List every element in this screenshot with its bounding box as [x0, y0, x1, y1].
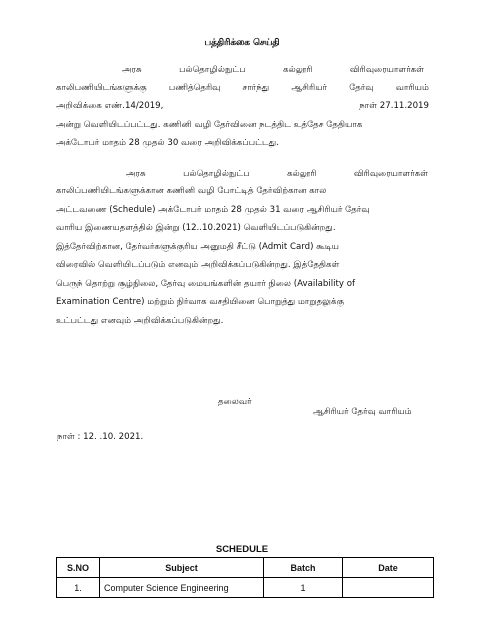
word: பணித்தெரிவு [168, 83, 221, 93]
table-row [57, 578, 434, 598]
word: வாரியம் [395, 83, 429, 93]
word: தேர்வு [349, 83, 374, 93]
para2-line6: விரைவில் வெளியிடப்படும் எனவும் அறிவிக்கப்படுகின்றது. இத்தேதிகள் [56, 260, 340, 270]
para2-line5: இத்தேர்விற்கான, தேர்வர்களுக்குரிய அனுமதி சீட்டு (Admit Card) கூடிய [56, 242, 340, 252]
schedule-table [56, 557, 434, 598]
para1-line4: அன்று வெளியிடப்பட்டது. கணினி வழி தேர்வினை நடத்திட உத்தேச தேதியாக [56, 120, 363, 130]
signatory-designation: தலைவர் [218, 397, 252, 407]
notification-number: அறிவிக்கை எண்.14/2019, [56, 101, 164, 111]
column-header-date: Date [343, 558, 434, 578]
para2-line3: அட்டவணை (Schedule) அக்டோபர் மாதம் 28 முதல் 31 வரை ஆசிரியர் தேர்வு [56, 205, 370, 215]
cell-batch: 1 [264, 578, 343, 598]
cell-subject: Computer Science Engineering [100, 578, 264, 598]
word: பல்தொழில்நுட்ப [183, 169, 250, 179]
para2-line4: வாரிய இணையதளத்தில் இன்று (12..10.2021) வெளியிடப்படுகின்றது. [56, 223, 336, 233]
column-header-batch: Batch [264, 558, 343, 578]
para2-line8: Examination Centre) மற்றும் நிர்வாக வசதியினை பொறுத்து மாறுதலுக்கு [56, 297, 345, 307]
column-header-subject: Subject [100, 558, 264, 578]
table-header-row [57, 558, 434, 578]
cell-sno: 1. [57, 578, 100, 598]
para1-line2 [56, 82, 429, 94]
para1-line3 [56, 100, 429, 112]
word: அரசு [126, 169, 146, 179]
page-title: பத்திரிக்கை செய்தி [204, 38, 280, 48]
word: காலிபணியிடங்களுக்கு [56, 83, 147, 93]
word: கல்லூரி [287, 169, 317, 179]
para2-line9: உட்பட்டது எனவும் அறிவிக்கப்படுகின்றது. [56, 316, 224, 326]
word: விரிவுரையாளர்கள் [353, 169, 428, 179]
word: விரிவுரையாளர்கள் [349, 65, 424, 75]
release-date: நாள் : 12. .10. 2021. [57, 432, 144, 442]
column-header-sno: S.NO [57, 558, 100, 578]
para1-line5: அக்டோபர் மாதம் 28 முதல் 30 வரை அறிவிக்கப்பட்டது. [56, 138, 279, 148]
word: சார்ந்து [242, 83, 270, 93]
word: அரசு [122, 65, 142, 75]
para2-line7: பெருந் தொற்று சூழ்நிலை, தேர்வு மையங்களின் தயார் நிலை (Availability of [56, 279, 355, 289]
word: ஆசிரியர் [291, 83, 328, 93]
word: பல்தொழில்நுட்ப [179, 65, 246, 75]
schedule-heading: SCHEDULE [215, 544, 269, 555]
para2-line1 [126, 168, 428, 180]
para1-line1 [122, 64, 424, 76]
word: கல்லூரி [283, 65, 313, 75]
cell-date [343, 578, 434, 598]
signatory-organization: ஆசிரியர் தேர்வு வாரியம் [313, 407, 412, 417]
para2-line2: காலிப்பணியிடங்களுக்கான கணினி வழி போட்டித் தேர்விற்கான கால [56, 186, 327, 196]
notification-date: நாள் 27.11.2019 [359, 101, 429, 111]
